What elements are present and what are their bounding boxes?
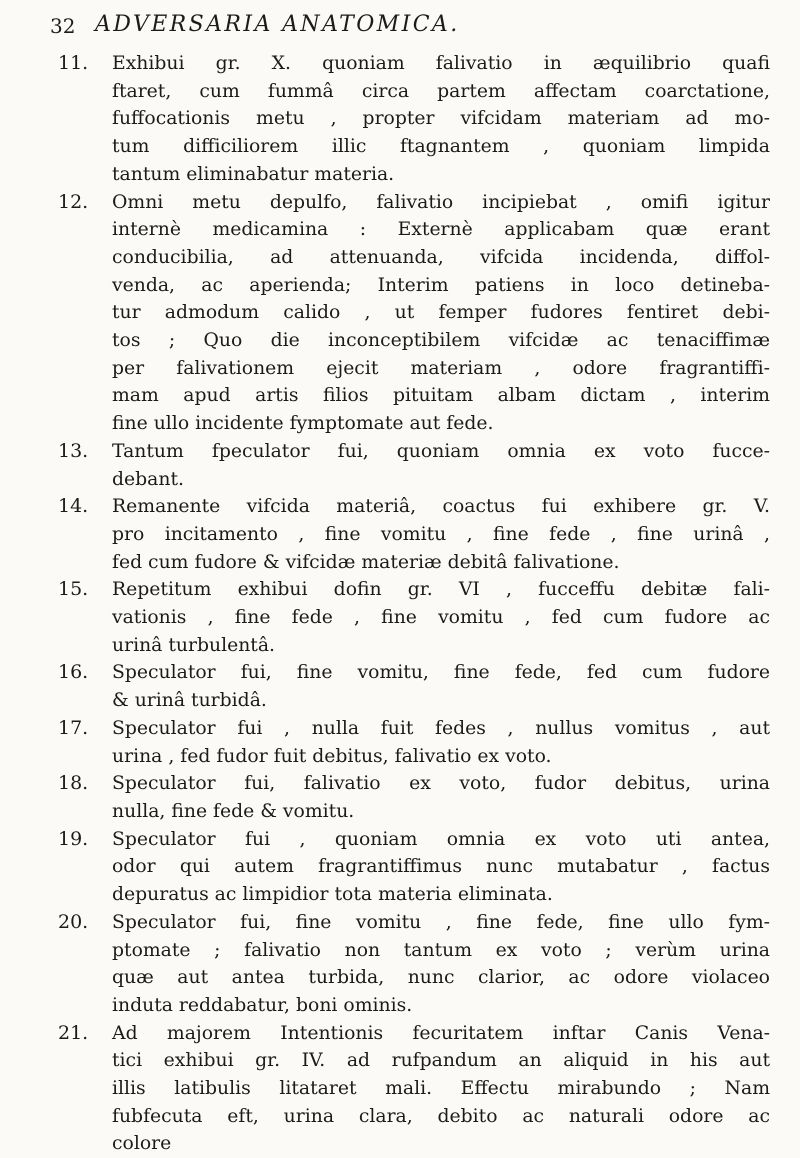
text-line: Speculator fui, falivatio ex voto, fudor debitus, urina [112, 773, 770, 795]
text-line: pro incitamento , fine vomitu , fine fede , fine urinâ , [112, 523, 770, 545]
text-line: Ad majorem Intentionis fecuritatem inftar Canis Vena- [112, 1022, 770, 1044]
paragraph-number: 19. [58, 827, 89, 850]
paragraph-text [112, 189, 770, 438]
text-line: conducibilia, ad attenuanda, vifcida incidenda, diffol- [112, 246, 770, 268]
text-line: tici exhibui gr. IV. ad rufpandum an aliquid in his aut [112, 1050, 770, 1072]
page-header [50, 4, 770, 44]
paragraph-number: 13. [58, 439, 89, 462]
paragraph-text [112, 1020, 770, 1158]
text-line: mam apud artis filios pituitam albam dictam , interim [112, 385, 770, 407]
text-line: fine ullo incidente fymptomate aut fede. [112, 413, 494, 435]
running-title: ADVERSARIA ANATOMICA. [95, 12, 460, 37]
text-line: induta reddabatur, boni ominis. [112, 994, 413, 1016]
text-line: odor qui autem fragrantiffimus nunc mutabatur , factus [112, 856, 770, 878]
numbered-paragraph [58, 909, 770, 1020]
text-line: internè medicamina : Externè applicabam quæ erant [112, 219, 770, 241]
text-line: Speculator fui, fine vomitu , fine fede, fine ullo fym- [112, 911, 770, 933]
page-number: 32 [50, 14, 76, 38]
text-line: Speculator fui , nulla fuit fedes , nullus vomitus , aut [112, 717, 770, 739]
paragraph-text [112, 909, 770, 1020]
numbered-paragraph [58, 659, 770, 714]
paragraph-number: 14. [58, 495, 89, 518]
paragraph-text [112, 770, 770, 825]
text-line: urina , fed fudor fuit debitus, falivatio ex voto. [112, 745, 552, 767]
paragraph-number: 12. [58, 190, 89, 213]
text-line: Exhibui gr. X. quoniam falivatio in æquilibrio quafi [112, 53, 770, 74]
text-line: quæ aut antea turbida, nunc clarior, ac odore violaceo [112, 967, 770, 989]
paragraph-text [112, 50, 770, 189]
paragraph-number: 20. [58, 910, 89, 933]
text-line: urinâ turbulentâ. [112, 634, 276, 656]
paragraph-text [112, 493, 770, 576]
text-line: nulla, fine fede & vomitu. [112, 800, 355, 822]
text-line: vationis , fine fede , fine vomitu , fed cum fudore ac [112, 607, 770, 629]
paragraph-text [112, 659, 770, 714]
numbered-paragraph [58, 50, 770, 189]
numbered-paragraph [58, 770, 770, 825]
numbered-paragraph [58, 438, 770, 493]
text-line: ptomate ; falivatio non tantum ex voto ; verùm urina [112, 939, 770, 961]
paragraph-number: 11. [58, 52, 89, 74]
paragraph-number: 16. [58, 661, 89, 684]
numbered-paragraph [58, 189, 770, 438]
text-line: ftaret, cum fummâ circa partem affectam coarctatione, [112, 80, 770, 102]
text-line: fubfecuta eft, urina clara, debito ac naturali odore ac [112, 1105, 770, 1127]
paragraph-text [112, 576, 770, 659]
numbered-paragraph [58, 576, 770, 659]
text-line: tos ; Quo die inconceptibilem vifcidæ ac tenaciffimæ [112, 330, 770, 352]
text-line: Remanente vifcida materiâ, coactus fui exhibere gr. V. [112, 496, 770, 518]
text-line: Tantum fpeculator fui, quoniam omnia ex voto fucce- [112, 440, 770, 462]
text-line: Speculator fui , quoniam omnia ex voto uti antea, [112, 828, 770, 850]
text-line: Speculator fui, fine vomitu, fine fede, fed cum fudore [112, 662, 770, 684]
text-line: Repetitum exhibui dofin gr. VI , fucceffu debitæ fali- [112, 579, 770, 601]
text-line: per falivationem ejecit materiam , odore fragrantiffi- [112, 357, 770, 379]
paragraph-number: 17. [58, 716, 89, 739]
text-line: tantum eliminabatur materia. [112, 163, 395, 185]
text-line: fuffocationis metu , propter vifcidam materiam ad mo- [112, 108, 770, 130]
text-line: colore [112, 1133, 172, 1155]
paragraph-number: 15. [58, 578, 89, 601]
numbered-paragraph [58, 826, 770, 909]
text-line: fed cum fudore & vifcidæ materiæ debitâ falivatione. [112, 551, 620, 573]
text-line: illis latibulis litataret mali. Effectu mirabundo ; Nam [112, 1078, 770, 1100]
text-line: & urinâ turbidâ. [112, 690, 267, 712]
numbered-paragraphs [58, 50, 770, 1158]
text-line: depuratus ac limpidior tota materia eliminata. [112, 884, 553, 906]
numbered-paragraph [58, 1020, 770, 1158]
text-line: tum difficiliorem illic ftagnantem , quoniam limpida [112, 136, 770, 158]
text-line: venda, ac aperienda; Interim patiens in loco detineba- [112, 274, 770, 296]
paragraph-text [112, 438, 770, 493]
numbered-paragraph [58, 493, 770, 576]
paragraph-number: 21. [58, 1021, 89, 1044]
paragraph-number: 18. [58, 772, 89, 795]
paragraph-text [112, 826, 770, 909]
text-line: tur admodum calido , ut femper fudores fentiret debi- [112, 302, 770, 324]
numbered-paragraph [58, 715, 770, 770]
text-line: Omni metu depulfo, falivatio incipiebat , omifi igitur [112, 191, 770, 213]
paragraph-text [112, 715, 770, 770]
text-line: debant. [112, 468, 184, 490]
